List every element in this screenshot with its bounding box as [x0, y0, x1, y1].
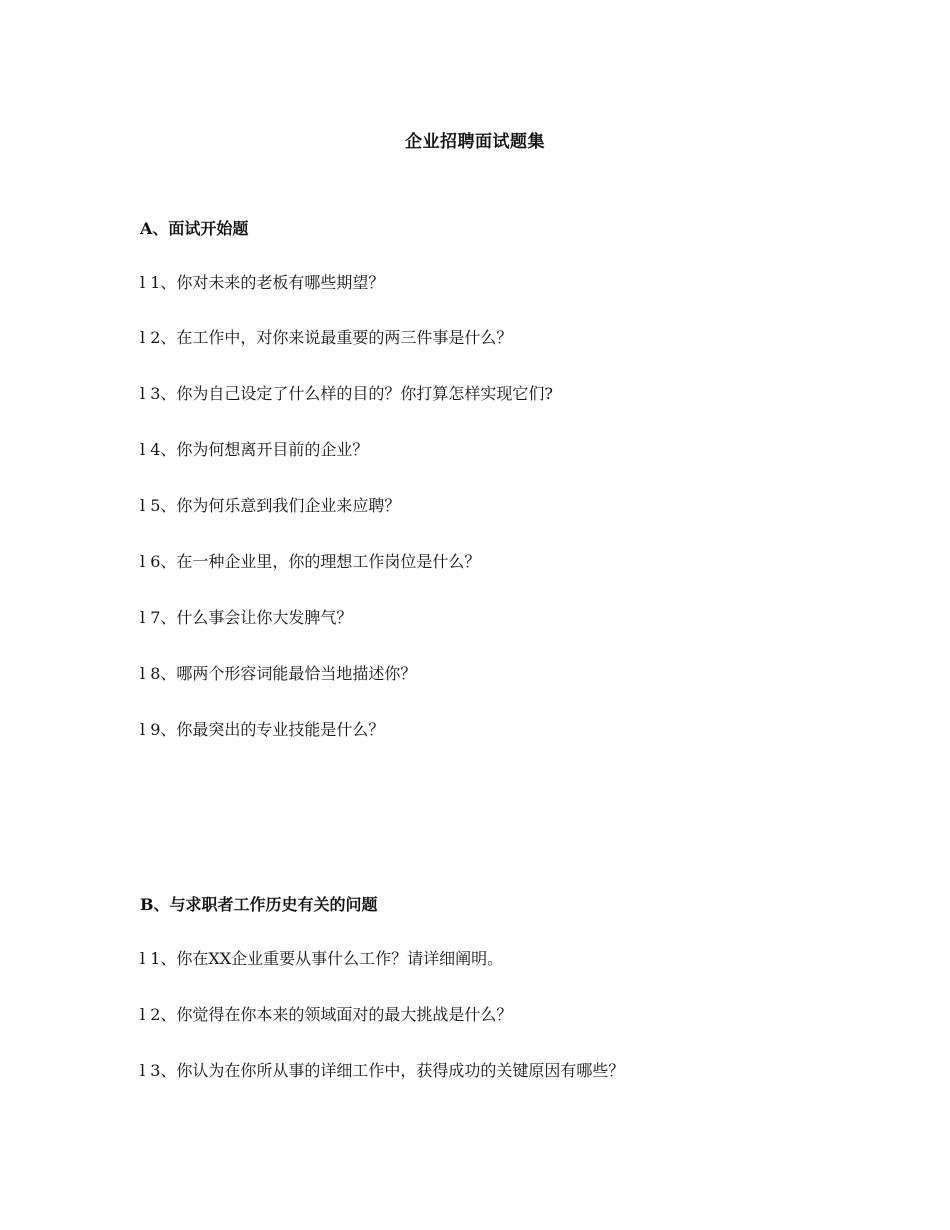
section-b-heading: B、与求职者工作历史有关的问题: [140, 895, 378, 914]
section-a-question-9: l 9、你最突出的专业技能是什么？: [140, 720, 385, 739]
section-a-heading: A、面试开始题: [140, 219, 249, 238]
section-a-question-4: l 4、你为何想离开目前的企业？: [140, 440, 369, 459]
section-a-question-8: l 8、哪两个形容词能最恰当地描述你？: [140, 664, 417, 683]
section-b-question-3: l 3、你认为在你所从事的详细工作中，获得成功的关键原因有哪些？: [140, 1061, 625, 1080]
section-a-question-1: l 1、你对未来的老板有哪些期望？: [140, 273, 385, 292]
section-a-question-7: l 7、什么事会让你大发脾气？: [140, 608, 353, 627]
section-a-question-2: l 2、在工作中，对你来说最重要的两三件事是什么？: [140, 328, 513, 347]
section-b-question-1: l 1、你在XX企业重要从事什么工作？请详细阐明。: [140, 949, 504, 968]
document-title: 企业招聘面试题集: [405, 132, 545, 152]
section-a-question-3: l 3、你为自己设定了什么样的目的？你打算怎样实现它们?: [140, 384, 553, 403]
section-a-question-6: l 6、在一种企业里，你的理想工作岗位是什么？: [140, 552, 481, 571]
section-a-question-5: l 5、你为何乐意到我们企业来应聘？: [140, 496, 401, 515]
section-b-question-2: l 2、你觉得在你本来的领域面对的最大挑战是什么？: [140, 1005, 513, 1024]
